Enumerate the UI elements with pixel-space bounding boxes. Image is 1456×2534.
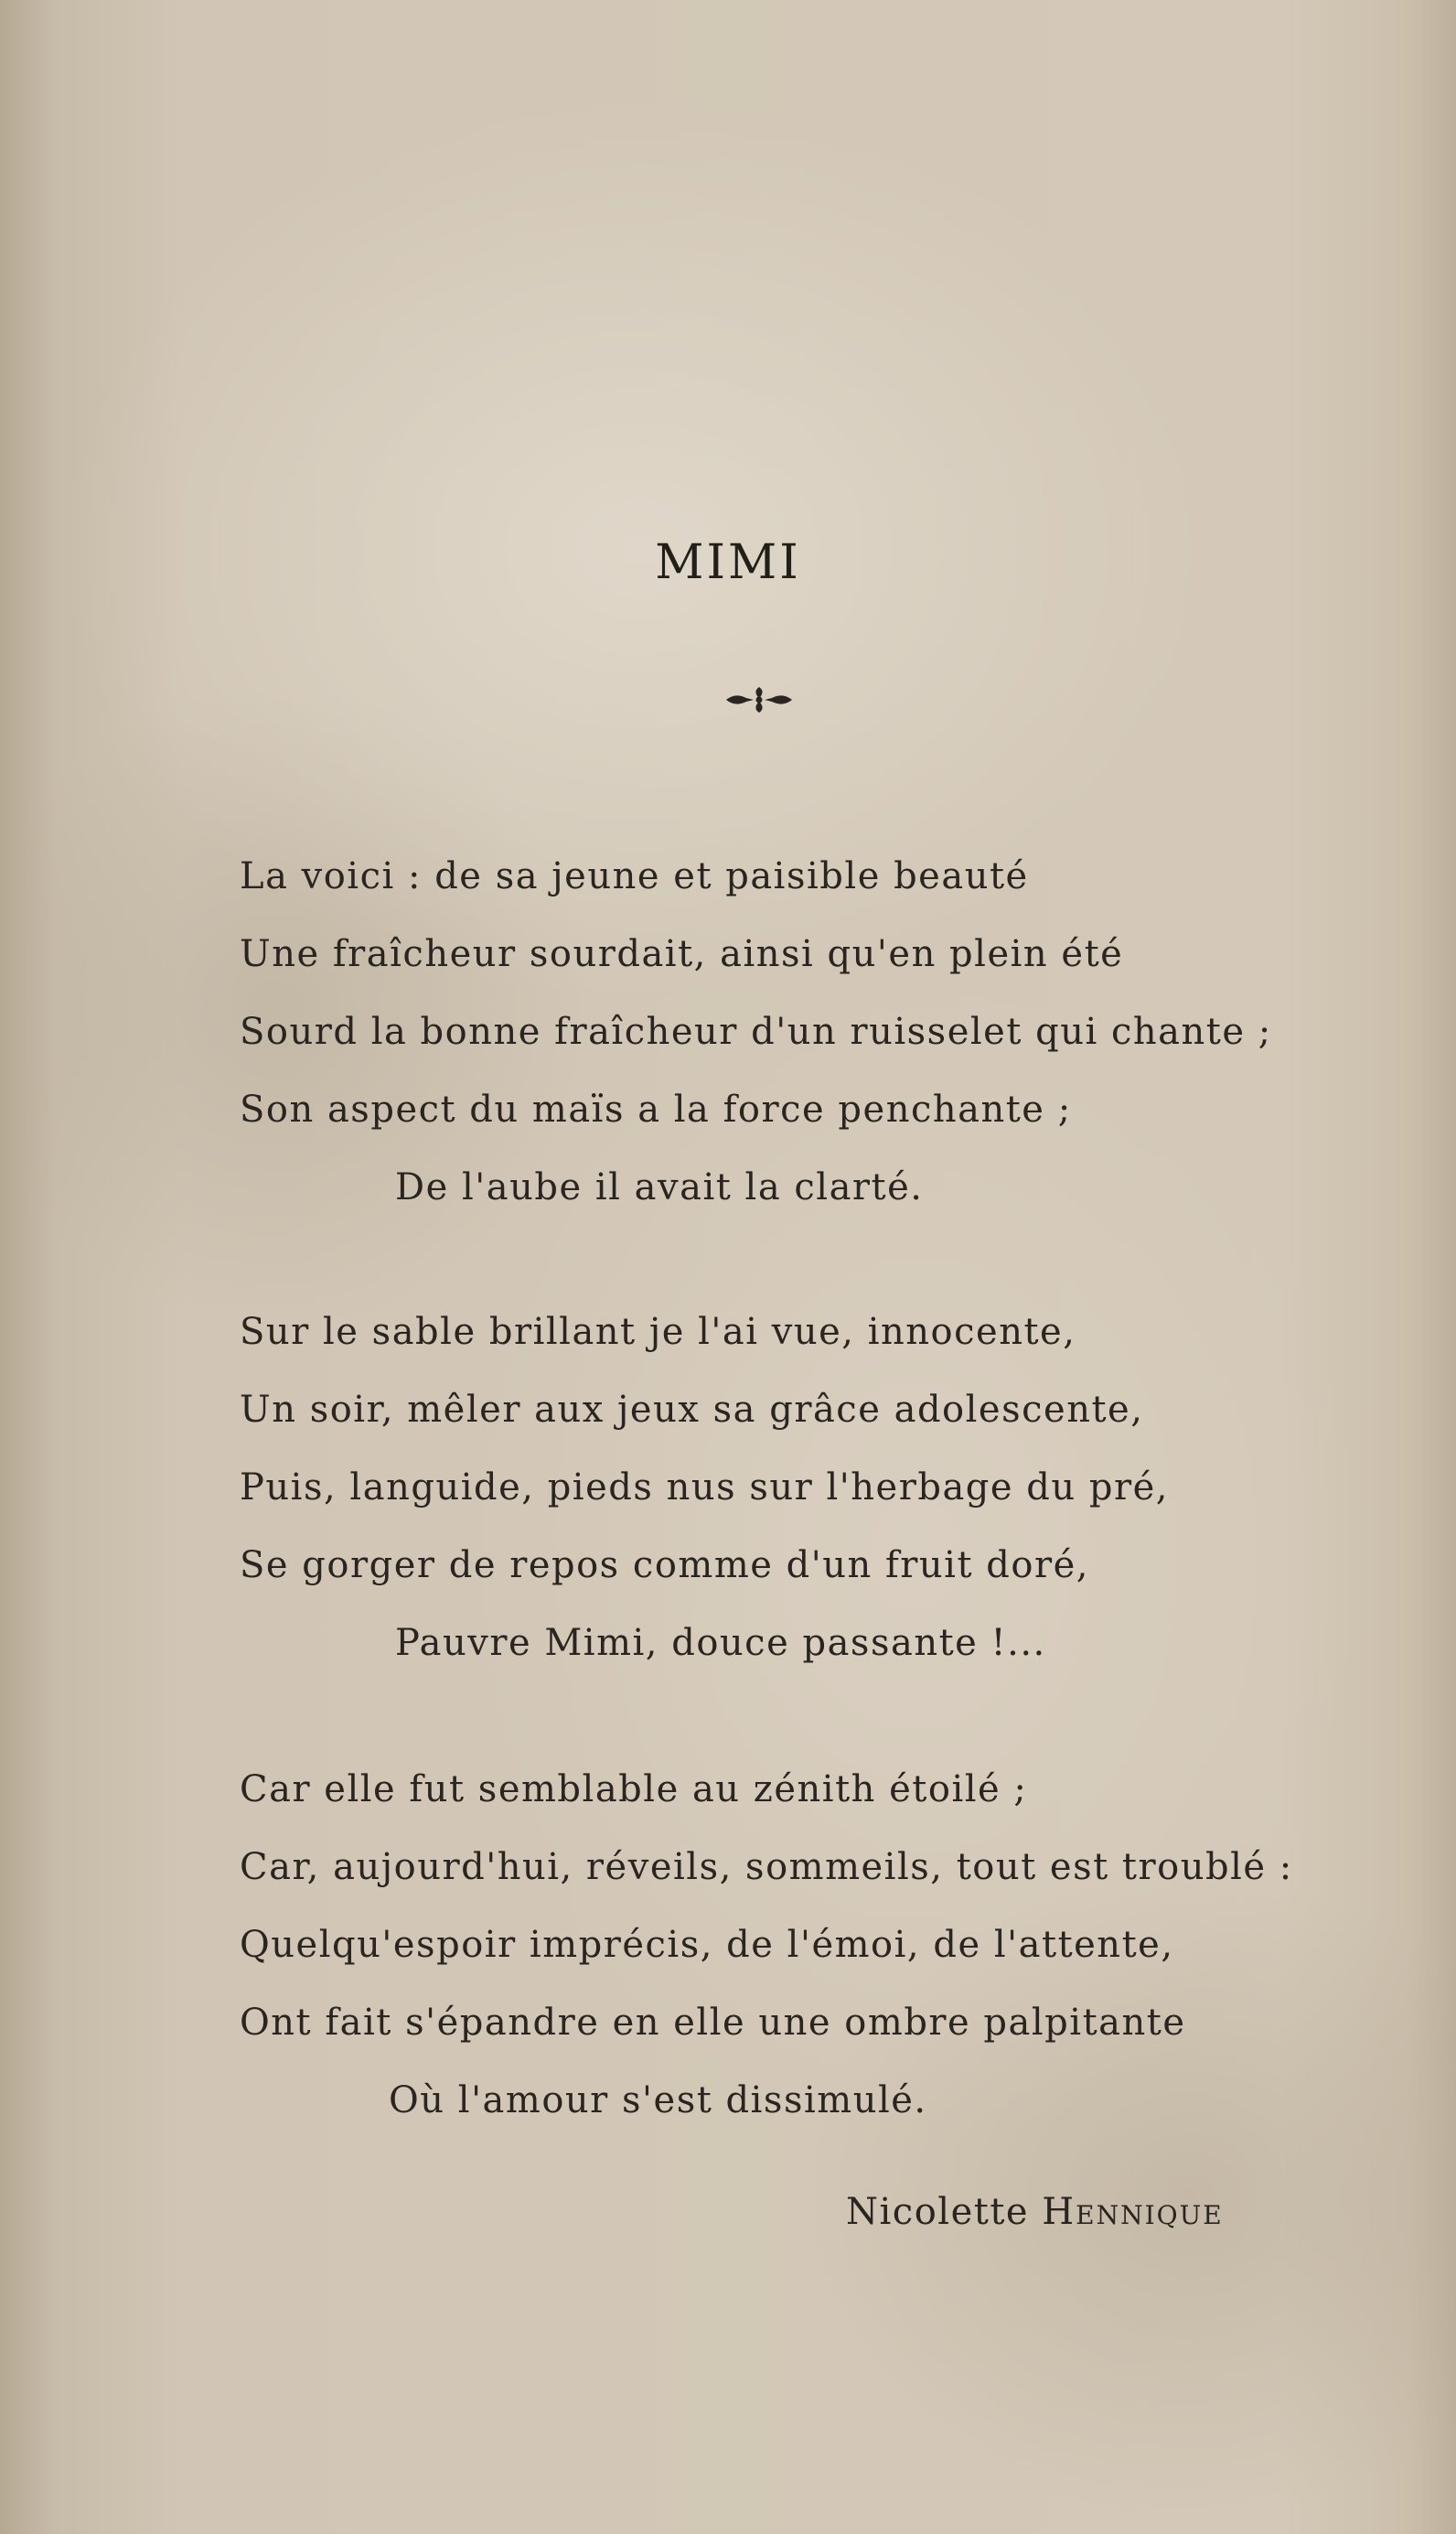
verse-line: Ont fait s'épandre en elle une ombre palpitante	[240, 2002, 1186, 2044]
poem-title: MIMI	[655, 535, 801, 590]
verse-line: La voici : de sa jeune et paisible beauté	[240, 855, 1029, 897]
verse-line: Un soir, mêler aux jeux sa grâce adolescente,	[240, 1389, 1144, 1431]
verse-line: Une fraîcheur sourdait, ainsi qu'en plein été	[240, 933, 1124, 975]
verse-line: Car, aujourd'hui, réveils, sommeils, tout est troublé :	[240, 1846, 1293, 1888]
verse-line: Sur le sable brillant je l'ai vue, innocente,	[240, 1311, 1076, 1353]
verse-line: Car elle fut semblable au zénith étoilé ;	[240, 1768, 1028, 1810]
verse-line: Quelqu'espoir imprécis, de l'émoi, de l'attente,	[240, 1924, 1174, 1966]
fleuron-icon	[723, 682, 796, 718]
verse-line-indented: Pauvre Mimi, douce passante !...	[395, 1622, 1046, 1664]
verse-line-indented: De l'aube il avait la clarté.	[395, 1166, 924, 1208]
verse-line-indented: Où l'amour s'est dissimulé.	[389, 2079, 927, 2121]
author-signature	[846, 2191, 1224, 2233]
verse-line: Puis, languide, pieds nus sur l'herbage du pré,	[240, 1466, 1169, 1509]
verse-line: Sourd la bonne fraîcheur d'un ruisselet qui chante ;	[240, 1011, 1272, 1053]
verse-line: Se gorger de repos comme d'un fruit doré,	[240, 1544, 1089, 1586]
verse-line: Son aspect du maïs a la force penchante ;	[240, 1089, 1072, 1131]
author-surname: Hennique	[1042, 2191, 1224, 2233]
author-first-name: Nicolette	[846, 2191, 1030, 2233]
